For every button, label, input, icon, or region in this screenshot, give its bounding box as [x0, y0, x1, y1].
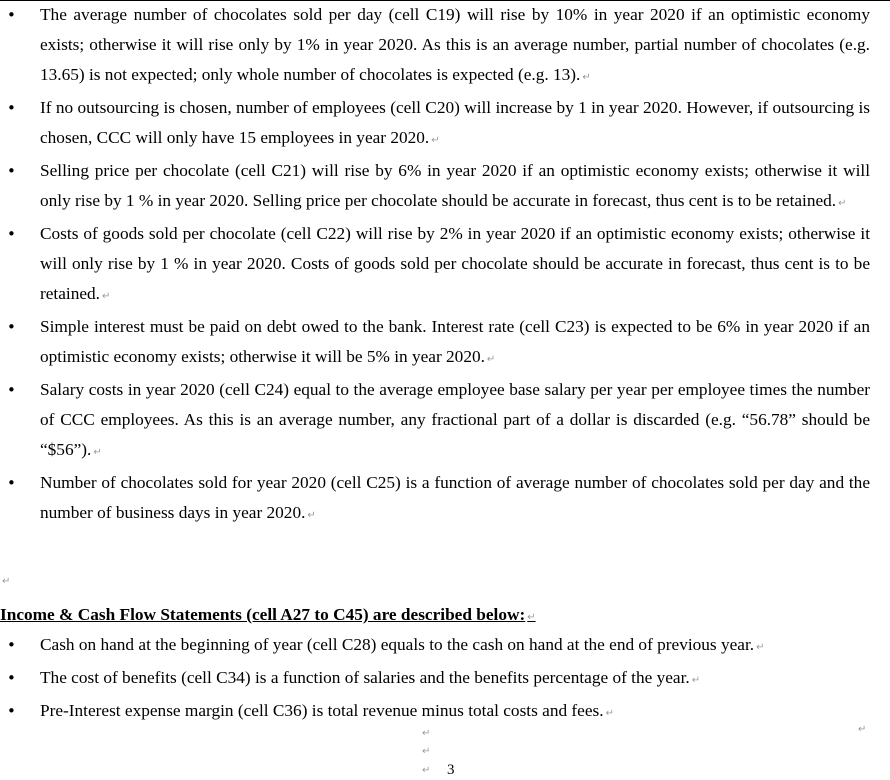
paragraph-mark-icon: ↵ — [307, 510, 316, 521]
list-item — [0, 93, 890, 156]
paragraph-mark-icon: ↵ — [582, 72, 591, 83]
bullet-list-statements — [0, 630, 890, 729]
list-item-text: Salary costs in year 2020 (cell C24) equal to the average employee base salary per year per employee times the number of CCC employees. As this is an average number, any fractional part of a dollar is discarded (e.g. “56.78” should be “$56”). — [40, 380, 870, 459]
list-item-text: Selling price per chocolate (cell C21) will rise by 6% in year 2020 if an optimistic economy exists; otherwise it will only rise by 1 % in year 2020. Selling price per chocolate should be accurate in forecast, thus cent is to be retained. — [40, 161, 870, 210]
paragraph-mark-icon: ↵ — [93, 447, 102, 458]
list-item — [0, 312, 890, 375]
bullet-icon: • — [7, 318, 16, 336]
paragraph-mark-icon: ↵ — [486, 354, 496, 365]
list-item — [0, 375, 890, 468]
list-item — [0, 219, 890, 312]
list-item — [0, 696, 890, 729]
bullet-icon: • — [7, 702, 16, 720]
paragraph-mark-icon: ↵ — [422, 728, 431, 739]
list-item-text: Pre-Interest expense margin (cell C36) is total revenue minus total costs and fees. — [40, 701, 604, 720]
list-item — [0, 663, 890, 696]
bullet-icon: • — [7, 6, 16, 24]
list-item-text: Costs of goods sold per chocolate (cell C22) will rise by 2% in year 2020 if an optimistic economy exists; otherwise it will only rise by 1 % in year 2020. Costs of goods sold per chocolate should be accurate in forecast, thus cent is to be retained. — [40, 224, 870, 303]
list-item — [0, 630, 890, 663]
paragraph-mark-icon: ↵ — [422, 746, 431, 757]
section-heading — [0, 600, 536, 633]
list-item — [0, 468, 890, 531]
paragraph-mark-icon: ↵ — [431, 135, 440, 146]
list-item-text: Number of chocolates sold for year 2020 (cell C25) is a function of average number of chocolates sold per day and the number of business days in year 2020. — [40, 473, 870, 522]
bullet-icon: • — [7, 474, 16, 492]
bullet-icon: • — [7, 162, 16, 180]
paragraph-mark-icon: ↵ — [422, 765, 431, 776]
paragraph-mark-icon: ↵ — [691, 675, 701, 686]
bullet-icon: • — [7, 225, 16, 243]
paragraph-mark-icon: ↵ — [858, 724, 867, 735]
list-item — [0, 0, 890, 93]
paragraph-mark-icon: ↵ — [101, 291, 111, 302]
paragraph-mark-icon: ↵ — [527, 612, 536, 623]
bullet-icon: • — [7, 669, 16, 687]
list-item — [0, 156, 890, 219]
list-item-text: If no outsourcing is chosen, number of employees (cell C20) will increase by 1 in year 2020. However, if outsourcing is chosen, CCC will only have 15 employees in year 2020. — [40, 98, 870, 147]
paragraph-mark-icon: ↵ — [605, 708, 614, 719]
bullet-icon: • — [7, 381, 16, 399]
section-heading-text: Income & Cash Flow Statements (cell A27 to C45) are described below: — [0, 605, 526, 624]
paragraph-mark-icon: ↵ — [2, 576, 11, 587]
list-item-text: The cost of benefits (cell C34) is a function of salaries and the benefits percentage of the year. — [40, 668, 690, 687]
list-item-text: Simple interest must be paid on debt owed to the bank. Interest rate (cell C23) is expected to be 6% in year 2020 if an optimistic economy exists; otherwise it will be 5% in year 2020. — [40, 317, 870, 366]
page-number: 3 — [447, 762, 455, 778]
list-item-text: The average number of chocolates sold per day (cell C19) will rise by 10% in year 2020 if an optimistic economy exists; otherwise it will rise only by 1% in year 2020. As this is an average number, partial number of chocolates (e.g. 13.65) is not expected; only whole number of chocolates is expected (e.g. 13). — [40, 5, 870, 84]
paragraph-mark-icon: ↵ — [756, 642, 765, 653]
bullet-icon: • — [7, 99, 16, 117]
paragraph-mark-icon: ↵ — [838, 198, 847, 209]
list-item-text: Cash on hand at the beginning of year (cell C28) equals to the cash on hand at the end of previous year. — [40, 635, 755, 654]
bullet-icon: • — [7, 636, 16, 654]
